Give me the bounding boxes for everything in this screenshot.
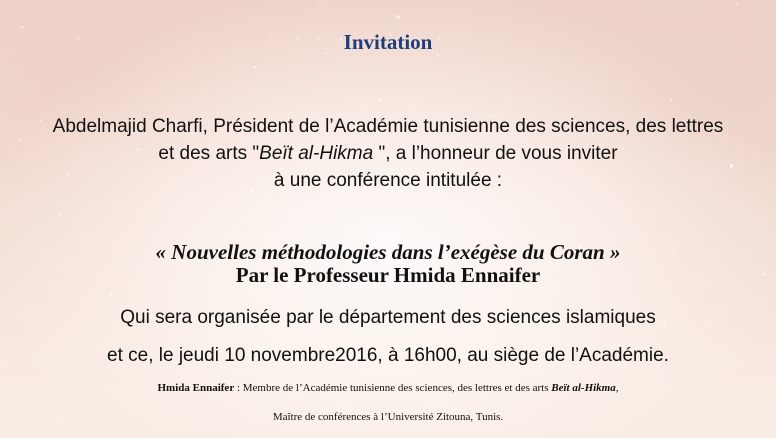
conference-title: « Nouvelles méthodologies dans l’exégèse du Coran » [155, 240, 621, 264]
schedule-line: et ce, le jeudi 10 novembre2016, à 16h00, au siège de l’Académie. [107, 345, 669, 366]
institution-name: Beït al-Hikma [259, 143, 379, 164]
invitation-title: Invitation [343, 30, 433, 54]
intro-line-3: à une conférence intitulée : [273, 170, 503, 191]
intro-line-2-prefix: et des arts " [158, 143, 260, 164]
bio-line-1 [0, 382, 776, 394]
bio-institution: Beït al-Hikma [551, 382, 616, 394]
organisation-line: Qui sera organisée par le département des sciences islamiques [120, 307, 656, 328]
bio-name: Hmida Ennaifer [157, 382, 235, 394]
bio-line-2: Maître de conférences à l’Université Zitouna, Tunis. [272, 411, 504, 423]
conference-speaker: Par le Professeur Hmida Ennaifer [235, 263, 541, 287]
bio-line-1-end: , [615, 382, 619, 394]
intro-line-2 [0, 143, 776, 165]
intro-line-2-suffix: ", a l’honneur de vous inviter [378, 143, 618, 164]
bio-line-1-text: : Membre de l’Académie tunisienne des sciences, des lettres et des arts [234, 382, 552, 394]
intro-line-1: Abdelmajid Charfi, Président de l’Académie tunisienne des sciences, des lettres [52, 116, 724, 137]
